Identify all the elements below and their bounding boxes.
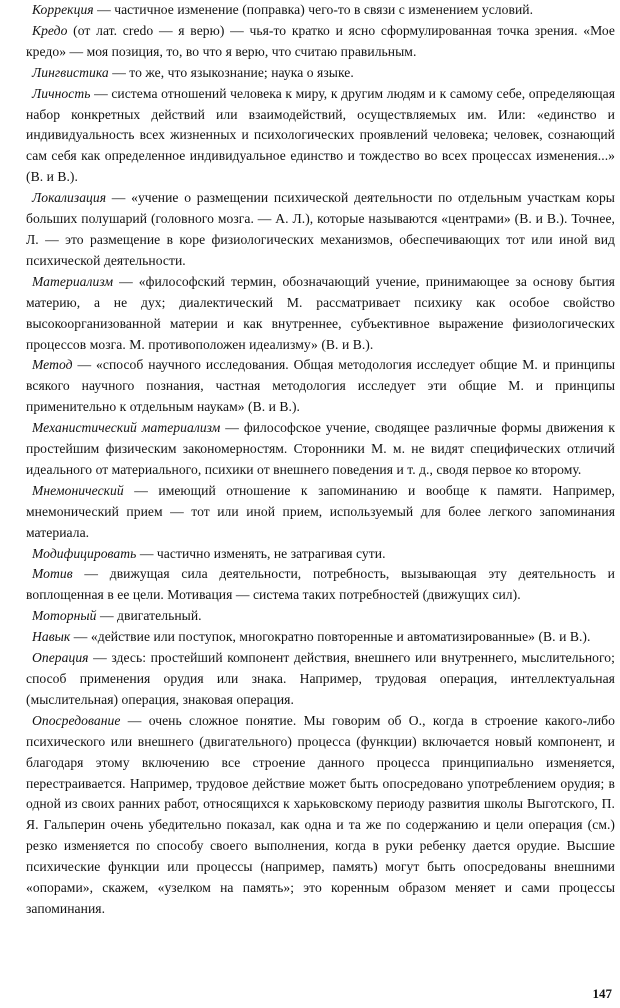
glossary-entry [26, 711, 615, 920]
page-number: 147 [592, 986, 612, 1001]
entry-term: Моторный [32, 608, 97, 624]
glossary-entry [26, 564, 615, 606]
entry-term: Модифицировать [32, 545, 137, 561]
entry-definition: — «действие или поступок, многократно повторенные и автоматизированные» (В. и В.). [70, 629, 591, 645]
entry-term: Опосредование [32, 712, 121, 728]
entry-term: Мотив [32, 566, 73, 582]
glossary-entry [26, 627, 615, 648]
glossary-entry [26, 63, 615, 84]
glossary-entry [26, 355, 615, 418]
entry-term: Лингвистика [32, 64, 109, 80]
glossary-entry [26, 21, 615, 63]
entry-definition: — здесь: простейший компонент действия, внешнего или внутреннего, мыслительного; способ применения орудия или знака. Например, трудовая операция, интеллектуальная (мыслительная) операция, знаковая операция. [26, 650, 615, 707]
entry-definition: — то же, что языкознание; наука о языке. [108, 64, 354, 80]
entry-definition: (от лат. credo — я верю) — чья-то кратко и ясно сформулированная точка зрения. «Мое кредо» — моя позиция, то, во что я верю, что считаю правильным. [26, 22, 615, 59]
glossary-entry [26, 0, 615, 21]
entry-definition: — «способ научного исследования. Общая методология исследует общие М. и принципы всякого научного познания, частная методология исследует эти общие М. и принципы применительно к отдельным наукам» (В. и В.). [26, 357, 615, 415]
entry-term: Навык [32, 629, 71, 645]
entry-term: Материализм [32, 273, 114, 289]
entry-definition: — двигательный. [96, 608, 202, 624]
entry-term: Операция [32, 650, 89, 666]
entry-definition: — философское учение, сводящее различные формы движения к простейшим физическим закономерностям. Сторонники М. м. не видят специфических отличий идеального от материального, психики от внешнего поведения и т. д., сводя первое ко второму. [26, 420, 615, 477]
entry-definition: — «учение о размещении психической деятельности по отдельным участкам коры больших полушарий (головного мозга. — А. Л.), которые называются «центрами» (В. и В.). Точнее, Л. — это размещение в коре физиологических механизмов, обеспечивающих тот или иной вид психической деятельности. [26, 190, 615, 268]
entry-term: Личность [32, 85, 91, 101]
glossary-entry [26, 648, 615, 711]
glossary-entry [26, 544, 615, 565]
entry-definition: — имеющий отношение к запоминанию и вообще к памяти. Например, мнемонический прием — тот или иной прием, используемый для более легкого запоминания материала. [26, 482, 615, 540]
entry-term: Коррекция [32, 2, 94, 17]
entry-term: Метод [32, 357, 73, 373]
entry-term: Кредо [32, 22, 68, 38]
entry-term: Мнемонический [32, 482, 124, 498]
entry-definition: — частичное изменение (поправка) чего-то в связи с изменением условий. [93, 2, 534, 17]
glossary-entry [26, 84, 615, 189]
entry-term: Локализация [32, 190, 107, 206]
glossary-entries [26, 0, 615, 920]
entry-definition: — движущая сила деятельности, потребность, вызывающая эту деятельность и воплощенная в ее цели. Мотивация — система таких потребностей (движущих сил). [26, 566, 615, 603]
entry-definition: — частично изменять, не затрагивая сути. [136, 545, 386, 561]
glossary-entry [26, 606, 615, 627]
glossary-entry [26, 418, 615, 481]
glossary-entry [26, 272, 615, 356]
glossary-entry [26, 481, 615, 544]
entry-definition: — «философский термин, обозначающий учение, принимающее за основу бытия материю, а не дух; диалектический М. рассматривает психику как особое свойство высокоорганизованной материи и как внутреннее, субъективное выражение физиологических процессов мозга. М. противоположен идеализму» (В. и В.). [26, 273, 615, 352]
entry-definition: — система отношений человека к миру, к другим людям и к самому себе, определяющая набор конкретных действий или взаимодействий, осуществляемых им. Или: «единство и индивидуальность всех жизненных и психологических проявлений человека; человек, сознающий сам себя как определенное индивидуальное единство и тождество во всех процессах изменения...» (В. и В.). [26, 85, 615, 185]
glossary-entry [26, 188, 615, 272]
entry-term: Механистический материализм [32, 420, 221, 436]
entry-definition: — очень сложное понятие. Мы говорим об О., когда в строение какого-либо психического или внешнего (двигательного) процесса (функции) включается новый компонент, и благодаря этому включению все строение данного процесса принципиально изменяется, перестраивается. Например, трудовое действие может быть опосредовано употреблением орудия; в одной из своих ранних работ, относящихся к харьковскому периоду развития школы Выготского, П. Я. Гальперин очень убедительно показал, как одна и та же по содержанию и цели операция (см.) резко изменяется по способу своего выполнения, когда в руки ребенку дается орудие. Высшие психические функции или процессы (например, память) могут быть опосредованы внешними «опорами», скажем, «узелком на память»; это коренным образом меняет и сами процессы запоминания. [26, 712, 615, 916]
